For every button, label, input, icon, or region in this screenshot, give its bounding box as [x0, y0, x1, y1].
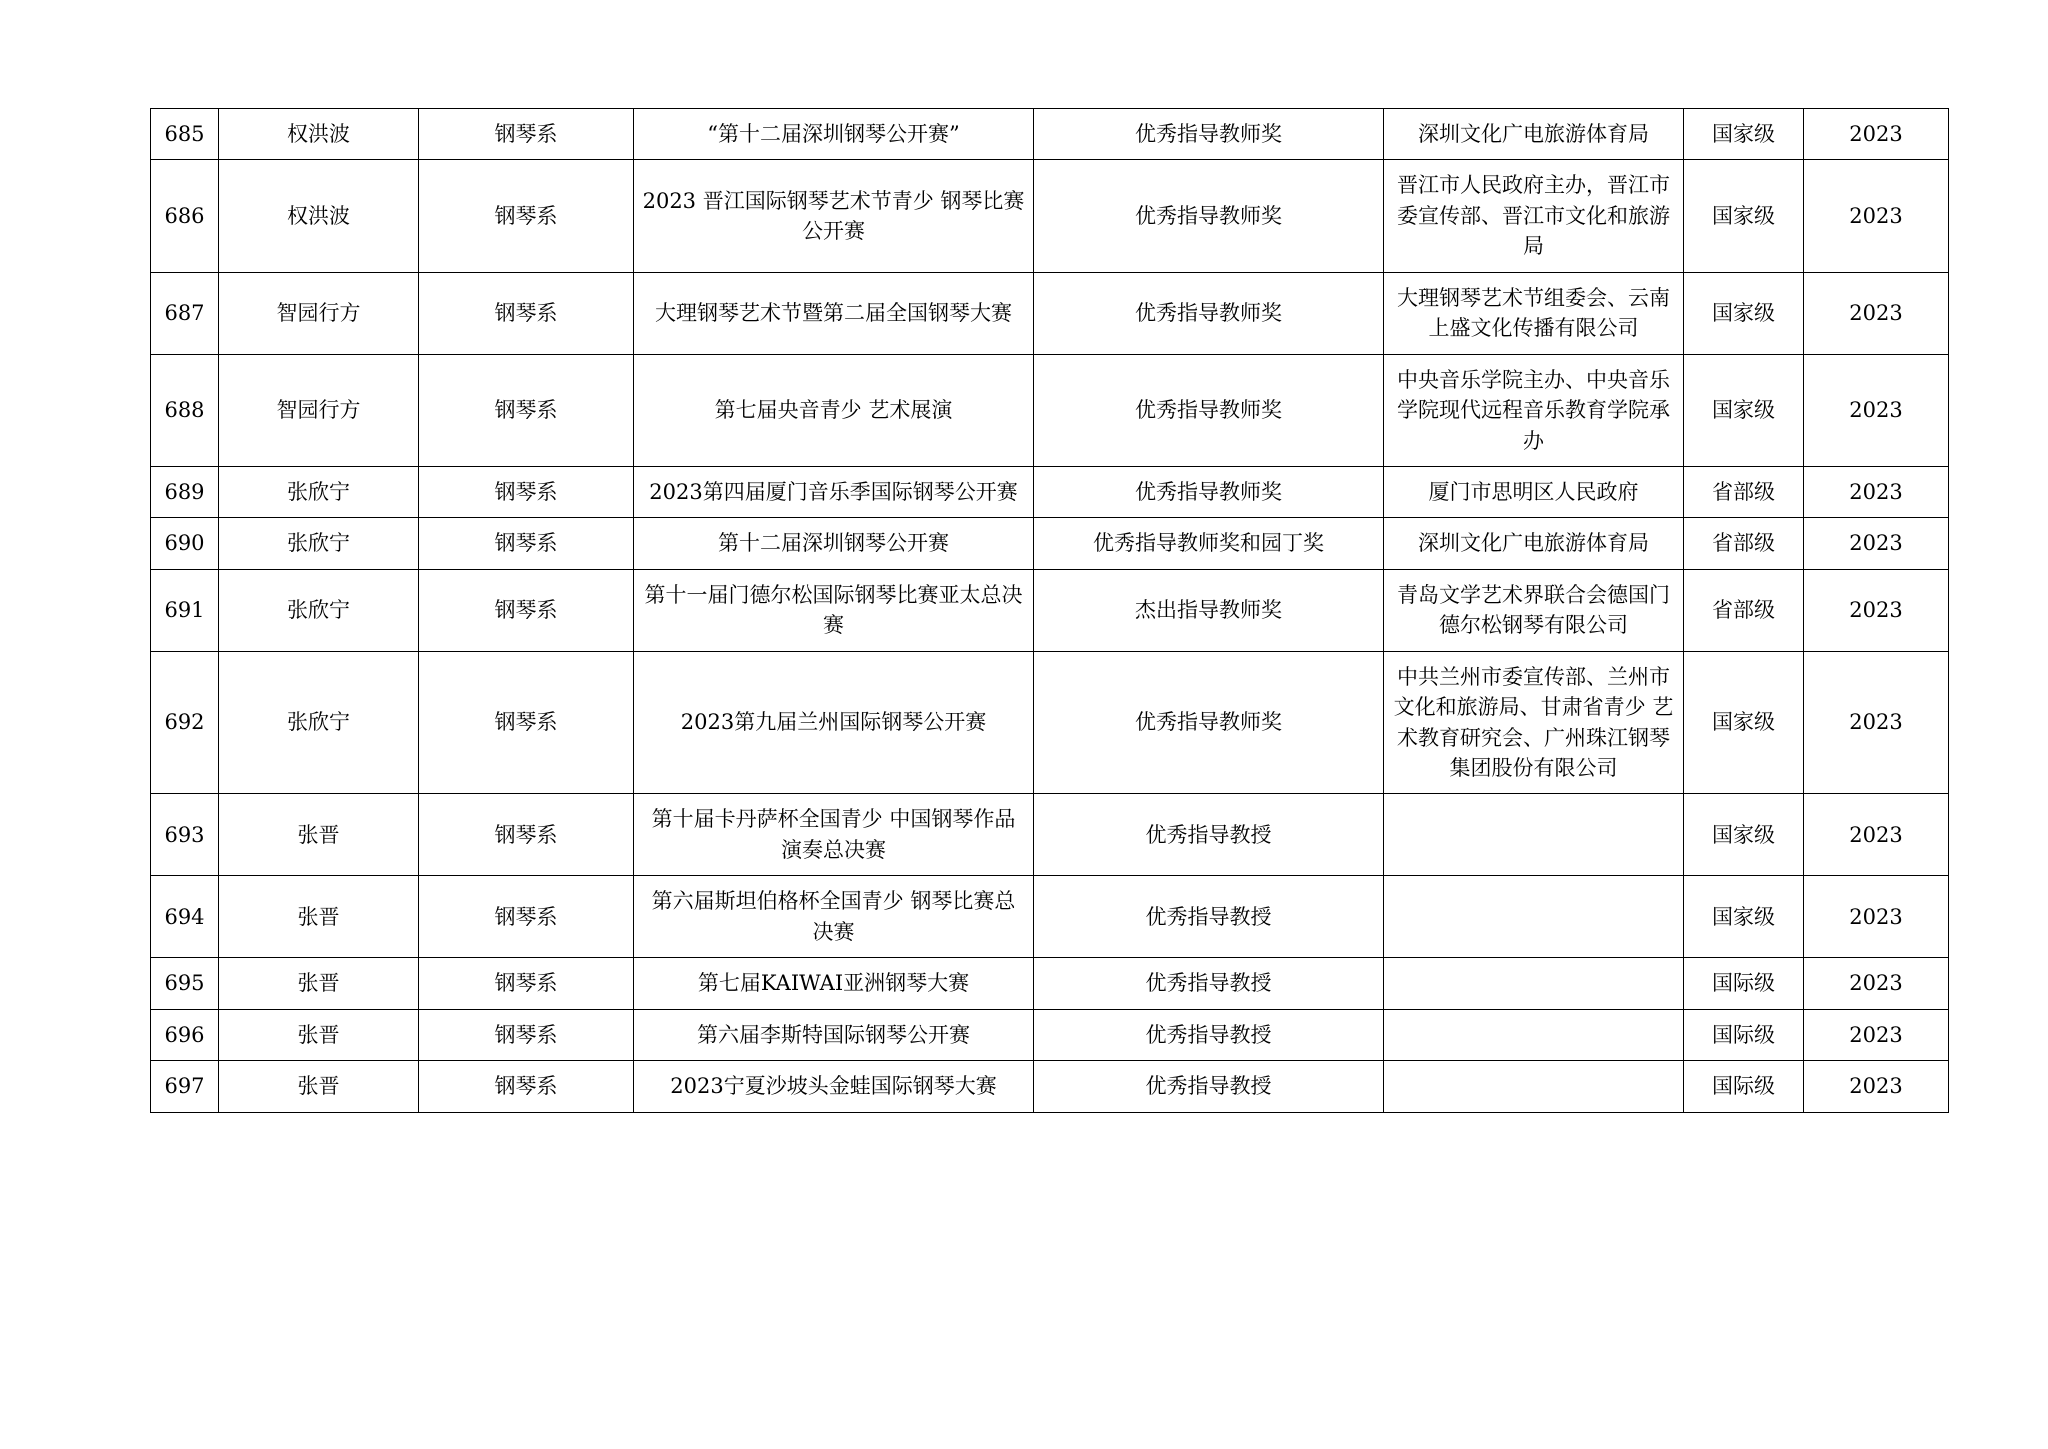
cell-level: 国家级: [1684, 651, 1804, 794]
cell-event: 第十二届深圳钢琴公开赛: [634, 518, 1034, 569]
cell-department: 钢琴系: [419, 651, 634, 794]
table-row: [151, 1009, 1949, 1060]
cell-year: 2023: [1804, 354, 1949, 466]
cell-name: 智园行方: [219, 272, 419, 354]
cell-event: 大理钢琴艺术节暨第二届全国钢琴大赛: [634, 272, 1034, 354]
cell-event: “第十二届深圳钢琴公开赛”: [634, 109, 1034, 160]
cell-event: 第六届斯坦伯格杯全国青少 钢琴比赛总决赛: [634, 876, 1034, 958]
table-row: [151, 518, 1949, 569]
cell-award: 优秀指导教授: [1034, 794, 1384, 876]
cell-level: 国际级: [1684, 1061, 1804, 1112]
cell-department: 钢琴系: [419, 354, 634, 466]
cell-event: 2023 晋江国际钢琴艺术节青少 钢琴比赛公开赛: [634, 160, 1034, 272]
cell-level: 国际级: [1684, 958, 1804, 1009]
cell-organizer: 晋江市人民政府主办，晋江市委宣传部、晋江市文化和旅游局: [1384, 160, 1684, 272]
cell-name: 张欣宁: [219, 569, 419, 651]
cell-year: 2023: [1804, 1009, 1949, 1060]
cell-level: 国际级: [1684, 1009, 1804, 1060]
cell-event: 2023宁夏沙坡头金蛙国际钢琴大赛: [634, 1061, 1034, 1112]
cell-level: 国家级: [1684, 876, 1804, 958]
cell-name: 智园行方: [219, 354, 419, 466]
cell-award: 优秀指导教授: [1034, 876, 1384, 958]
cell-award: 杰出指导教师奖: [1034, 569, 1384, 651]
cell-name: 张晋: [219, 1009, 419, 1060]
table-row: [151, 1061, 1949, 1112]
cell-index: 687: [151, 272, 219, 354]
cell-name: 权洪波: [219, 160, 419, 272]
table-row: [151, 958, 1949, 1009]
cell-name: 张欣宁: [219, 518, 419, 569]
cell-department: 钢琴系: [419, 466, 634, 517]
cell-year: 2023: [1804, 651, 1949, 794]
cell-event: 第六届李斯特国际钢琴公开赛: [634, 1009, 1034, 1060]
cell-index: 693: [151, 794, 219, 876]
cell-index: 691: [151, 569, 219, 651]
cell-department: 钢琴系: [419, 109, 634, 160]
table-row: [151, 354, 1949, 466]
cell-event: 第七届KAIWAI亚洲钢琴大赛: [634, 958, 1034, 1009]
table-row: [151, 160, 1949, 272]
cell-award: 优秀指导教师奖: [1034, 651, 1384, 794]
cell-organizer: [1384, 876, 1684, 958]
cell-year: 2023: [1804, 518, 1949, 569]
cell-index: 688: [151, 354, 219, 466]
cell-organizer: 中共兰州市委宣传部、兰州市文化和旅游局、甘肃省青少 艺术教育研究会、广州珠江钢琴集团股份有限公司: [1384, 651, 1684, 794]
cell-index: 695: [151, 958, 219, 1009]
cell-organizer: 深圳文化广电旅游体育局: [1384, 109, 1684, 160]
cell-index: 689: [151, 466, 219, 517]
cell-name: 张欣宁: [219, 651, 419, 794]
cell-event: 第十届卡丹萨杯全国青少 中国钢琴作品演奏总决赛: [634, 794, 1034, 876]
table-row: [151, 466, 1949, 517]
cell-level: 国家级: [1684, 354, 1804, 466]
cell-year: 2023: [1804, 109, 1949, 160]
cell-name: 张晋: [219, 876, 419, 958]
cell-award: 优秀指导教授: [1034, 1009, 1384, 1060]
cell-organizer: [1384, 1009, 1684, 1060]
cell-organizer: [1384, 958, 1684, 1009]
cell-name: 张晋: [219, 1061, 419, 1112]
cell-level: 国家级: [1684, 160, 1804, 272]
cell-level: 省部级: [1684, 518, 1804, 569]
table-row: [151, 651, 1949, 794]
cell-organizer: 厦门市思明区人民政府: [1384, 466, 1684, 517]
cell-index: 686: [151, 160, 219, 272]
cell-organizer: 中央音乐学院主办、中央音乐学院现代远程音乐教育学院承办: [1384, 354, 1684, 466]
cell-event: 2023第九届兰州国际钢琴公开赛: [634, 651, 1034, 794]
cell-department: 钢琴系: [419, 1061, 634, 1112]
cell-name: 权洪波: [219, 109, 419, 160]
cell-event: 第十一届门德尔松国际钢琴比赛亚太总决赛: [634, 569, 1034, 651]
cell-department: 钢琴系: [419, 518, 634, 569]
cell-year: 2023: [1804, 160, 1949, 272]
cell-department: 钢琴系: [419, 794, 634, 876]
cell-organizer: 大理钢琴艺术节组委会、云南上盛文化传播有限公司: [1384, 272, 1684, 354]
table-body: [151, 109, 1949, 1113]
cell-index: 696: [151, 1009, 219, 1060]
cell-department: 钢琴系: [419, 1009, 634, 1060]
cell-level: 省部级: [1684, 569, 1804, 651]
cell-award: 优秀指导教师奖: [1034, 160, 1384, 272]
cell-index: 694: [151, 876, 219, 958]
cell-year: 2023: [1804, 466, 1949, 517]
cell-index: 690: [151, 518, 219, 569]
cell-year: 2023: [1804, 958, 1949, 1009]
cell-organizer: 深圳文化广电旅游体育局: [1384, 518, 1684, 569]
cell-level: 国家级: [1684, 272, 1804, 354]
cell-award: 优秀指导教师奖: [1034, 466, 1384, 517]
cell-award: 优秀指导教授: [1034, 958, 1384, 1009]
cell-department: 钢琴系: [419, 876, 634, 958]
cell-event: 第七届央音青少 艺术展演: [634, 354, 1034, 466]
cell-index: 685: [151, 109, 219, 160]
table-row: [151, 876, 1949, 958]
cell-level: 省部级: [1684, 466, 1804, 517]
cell-award: 优秀指导教师奖: [1034, 272, 1384, 354]
cell-department: 钢琴系: [419, 569, 634, 651]
cell-department: 钢琴系: [419, 958, 634, 1009]
table-row: [151, 109, 1949, 160]
cell-level: 国家级: [1684, 109, 1804, 160]
cell-award: 优秀指导教授: [1034, 1061, 1384, 1112]
cell-organizer: [1384, 794, 1684, 876]
cell-year: 2023: [1804, 569, 1949, 651]
cell-level: 国家级: [1684, 794, 1804, 876]
cell-organizer: [1384, 1061, 1684, 1112]
cell-year: 2023: [1804, 794, 1949, 876]
cell-year: 2023: [1804, 272, 1949, 354]
cell-year: 2023: [1804, 876, 1949, 958]
cell-organizer: 青岛文学艺术界联合会德国门德尔松钢琴有限公司: [1384, 569, 1684, 651]
cell-name: 张欣宁: [219, 466, 419, 517]
cell-event: 2023第四届厦门音乐季国际钢琴公开赛: [634, 466, 1034, 517]
award-records-table: [150, 108, 1949, 1113]
cell-index: 697: [151, 1061, 219, 1112]
table-row: [151, 794, 1949, 876]
cell-year: 2023: [1804, 1061, 1949, 1112]
table-row: [151, 272, 1949, 354]
table-row: [151, 569, 1949, 651]
cell-department: 钢琴系: [419, 160, 634, 272]
cell-name: 张晋: [219, 958, 419, 1009]
cell-index: 692: [151, 651, 219, 794]
cell-name: 张晋: [219, 794, 419, 876]
cell-award: 优秀指导教师奖和园丁奖: [1034, 518, 1384, 569]
cell-department: 钢琴系: [419, 272, 634, 354]
cell-award: 优秀指导教师奖: [1034, 354, 1384, 466]
cell-award: 优秀指导教师奖: [1034, 109, 1384, 160]
